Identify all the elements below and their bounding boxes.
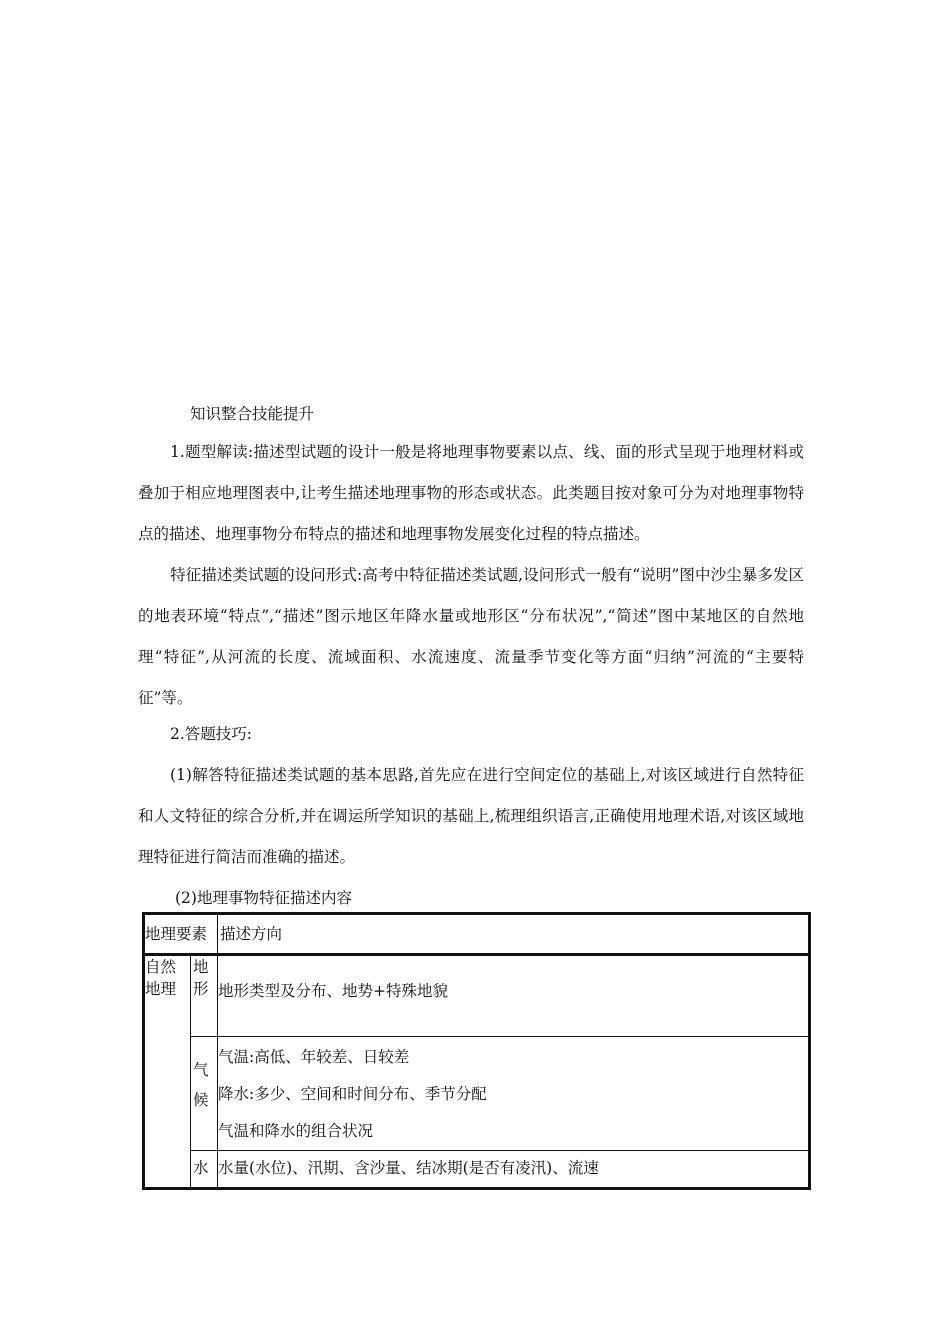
terrain-label-cell <box>191 955 218 1037</box>
section-title: 知识整合技能提升 <box>190 405 315 423</box>
paragraph-question-interpretation <box>138 432 804 555</box>
table-header-row <box>144 914 810 955</box>
climate-combination-line: 气温和降水的组合状况 <box>218 1122 374 1140</box>
header-element-cell: 地理要素 <box>144 914 218 955</box>
paragraph-text: (1)解答特征描述类试题的基本思路,首先应在进行空间定位的基础上,对该区域进行自然特征和人文特征的综合分析,并在调运所学知识的基础上,梳理组织语言,正确使用地理术语,对该区域地理特征进行简洁而准确的描述。 <box>138 766 804 866</box>
climate-description-cell <box>218 1037 810 1151</box>
climate-label-line: 候 <box>193 1091 209 1109</box>
water-description-cell <box>218 1151 810 1189</box>
paragraph-text: 1.题型解读:描述型试题的设计一般是将地理事物要素以点、线、面的形式呈现于地理材料或叠加于相应地理图表中,让考生描述地理事物的形态或状态。此类题目按对象可分为对地理事物特点的描述、地理事物分布特点的描述和地理事物发展变化过程的特点描述。 <box>138 443 804 543</box>
paragraph-text: (2)地理事物特征描述内容 <box>175 889 352 907</box>
terrain-description: 地形类型及分布、地势+特殊地貌 <box>218 982 449 1000</box>
paragraph-text: 2.答题技巧: <box>170 725 253 743</box>
paragraph-text: 特征描述类试题的设问形式:高考中特征描述类试题,设问形式一般有“说明”图中沙尘暴多发区的地表环境“特点”,“描述”图示地区年降水量或地形区“分布状况”,“简述”图中某地区的自然地理“特征”,从河流的长度、流域面积、水流速度、流量季节变化等方面“归纳”河流的“主要特征”等。 <box>138 566 804 707</box>
water-description: 水量(水位)、汛期、含沙量、结冰期(是否有凌汛)、流速 <box>218 1159 599 1177</box>
water-label-cell <box>191 1151 218 1189</box>
climate-label-line: 气 <box>193 1061 209 1079</box>
table-row <box>144 1151 810 1189</box>
group-natural-geography-cell <box>144 955 191 1189</box>
group-label-line: 地理 <box>145 980 177 998</box>
climate-precipitation-line: 降水:多少、空间和时间分布、季节分配 <box>218 1085 487 1103</box>
group-label-line: 自然 <box>145 958 177 976</box>
paragraph-basic-approach <box>138 755 804 878</box>
climate-temperature-line: 气温:高低、年较差、日较差 <box>218 1048 410 1066</box>
paragraph-answer-tips-heading <box>138 714 804 755</box>
terrain-label-line: 地 <box>193 958 209 976</box>
climate-label-cell <box>191 1037 218 1151</box>
table-row <box>144 1037 810 1151</box>
terrain-description-cell <box>218 955 810 1037</box>
table-row <box>144 955 810 1037</box>
feature-description-table <box>142 912 811 1190</box>
paragraph-question-forms <box>138 555 804 719</box>
header-direction-cell: 描述方向 <box>218 914 810 955</box>
water-label: 水 <box>193 1159 209 1177</box>
terrain-label-line: 形 <box>193 980 209 998</box>
